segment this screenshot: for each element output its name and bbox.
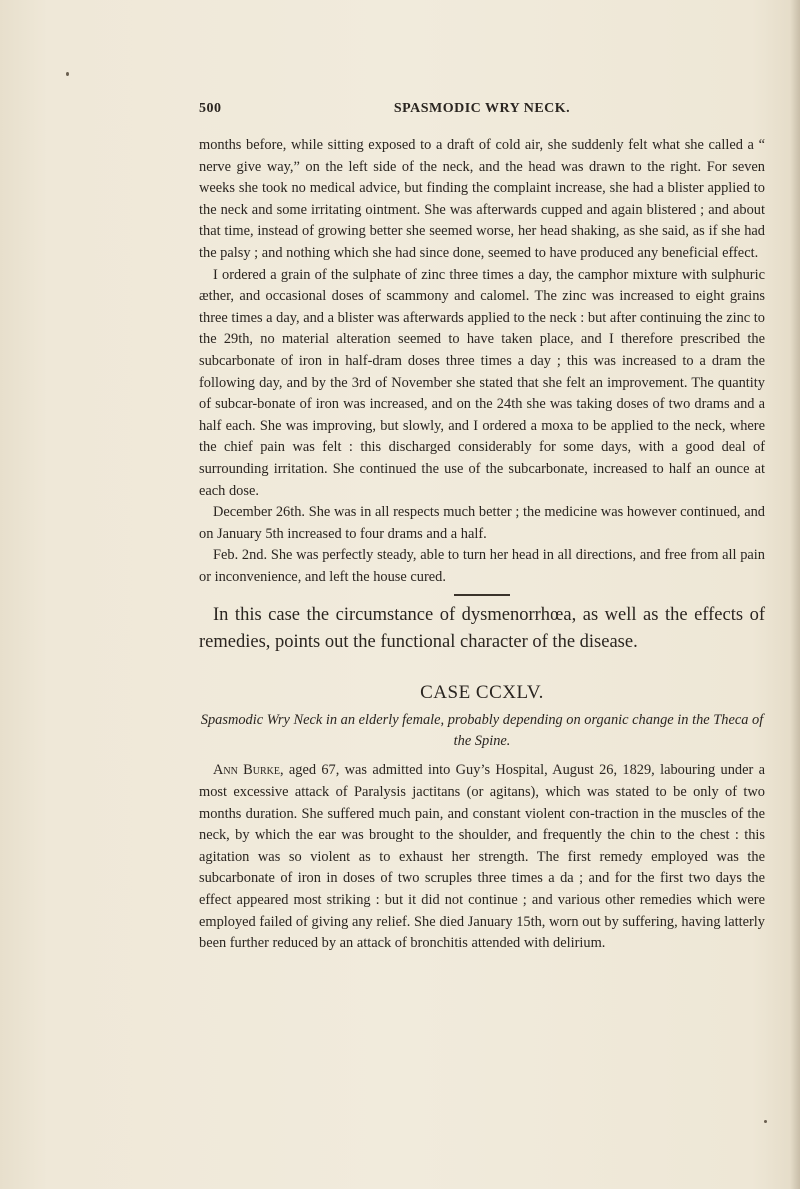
section-divider: [454, 594, 510, 596]
case-body: , aged 67, was admitted into Guy’s Hospital, August 26, 1829, labouring under a most excessive attack of Paralysis jactitans (or agitans), which was stated to be only of two months duration. She suffered much pain, and constant violent con-traction in the muscles of the neck, by which the ear was brought to the shoulder, and frequently the chin to the chest : this agitation was so violent as to exhaust her strength. The first remedy employed was the subcarbonate of iron in doses of two scruples three times a da ; and for the first two days the effect appeared most striking : but it did not continue ; and various other remedies which were employed failed of giving any relief. She died January 15th, worn out by suffering, having latterly been further reduced by an attack of bronchitis attended with delirium.: [199, 762, 765, 952]
paragraph-december: December 26th. She was in all respects much better ; the medicine was however continued, and on January 5th increased to four drams and a half.: [199, 504, 765, 542]
speck-mark: [764, 1120, 767, 1123]
case-paragraph: [199, 760, 765, 954]
paragraph-treatment: I ordered a grain of the sulphate of zinc three times a day, the camphor mixture with sulphuric æther, and occasional doses of scammony and calomel. The zinc was increased to eight grains three times a day, and a blister was afterwards applied to the neck : but after continuing the zinc to the 29th, no material alteration seemed to have taken place, and I therefore prescribed the subcarbonate of iron in half-dram doses three times a day ; this was increased to a dram the following day, and by the 3rd of November she stated that she felt an improvement. The quantity of subcar-bonate of iron was increased, and on the 24th she was taking doses of two drams and a half each. She was improving, but slowly, and I ordered a moxa to be applied to the neck, where the chief pain was felt : this discharged considerably for some days, with a good deal of surrounding irritation. She continued the use of the subcarbonate, increased to half an ounce at each dose.: [199, 266, 765, 499]
speck-mark: [66, 72, 69, 76]
page-content: [199, 101, 765, 955]
page-number: 500: [199, 101, 222, 116]
running-title: SPASMODIC WRY NECK.: [393, 101, 571, 116]
patient-name: Ann Burke: [213, 762, 280, 779]
case-heading: CASE CCXLV.: [420, 682, 544, 704]
paragraph-continued: months before, while sitting exposed to a draft of cold air, she suddenly felt what she called a “ nerve give way,” on the left side of the neck, and the head was drawn to the right. For seven weeks she took no medical advice, but finding the complaint increase, she had a blister applied to the neck and some irritating ointment. She was afterwards cupped and again blistered ; and about that time, instead of growing better she seemed worse, her head shaking, as she said, as if she had the palsy ; and nothing which she had since done, seemed to have produced any beneficial effect.: [199, 137, 765, 261]
case-subtitle: Spasmodic Wry Neck in an elderly female, probably depending on organic change in the Theca of the Spine.: [200, 712, 764, 750]
page-edge-shadow: [790, 0, 800, 1189]
case-note: In this case the circumstance of dysmenorrhœa, as well as the effects of remedies, points out the functional character of the disease.: [199, 605, 765, 653]
running-head: [199, 101, 765, 123]
paragraph-february: Feb. 2nd. She was perfectly steady, able to turn her head in all directions, and free from all pain or inconvenience, and left the house cured.: [199, 547, 765, 585]
